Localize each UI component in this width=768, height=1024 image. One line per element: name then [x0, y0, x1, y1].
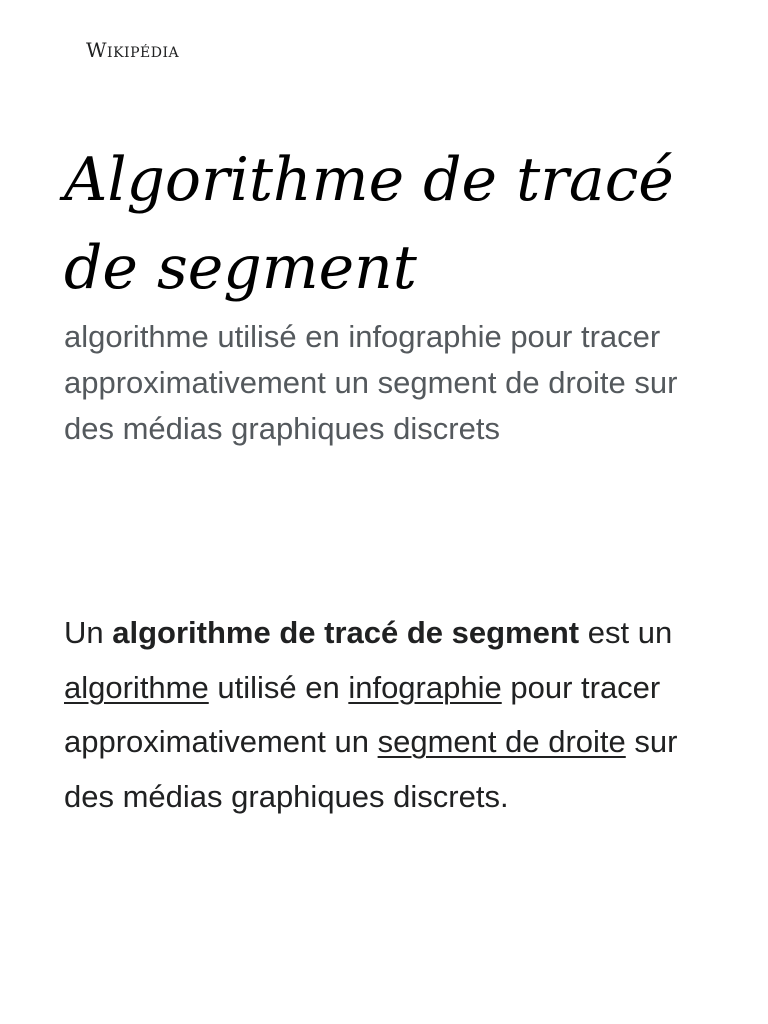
lead-bold-term: algorithme de tracé de segment — [112, 615, 580, 650]
page-title: Algorithme de tracé de segment — [64, 145, 674, 303]
link-algorithme[interactable]: algorithme — [64, 669, 209, 705]
wikipedia-wordmark[interactable]: Wikipédia — [86, 38, 180, 62]
link-infographie[interactable]: infographie — [348, 669, 502, 705]
lead-paragraph — [64, 606, 714, 824]
lead-text-2: est un — [579, 615, 673, 650]
link-segment-de-droite[interactable]: segment de droite — [377, 724, 626, 759]
lead-text-5: sur des médias graphiques discrets. — [64, 724, 678, 814]
lead-text-3: utilisé en — [208, 669, 349, 705]
page-description: algorithme utilisé en infographie pour tracer approximativement un segment de droite sur des médias graphiques discrets — [64, 319, 678, 446]
lead-text-4: pour tracer approximativement un — [64, 669, 661, 759]
lead-text-1: Un — [64, 615, 113, 650]
